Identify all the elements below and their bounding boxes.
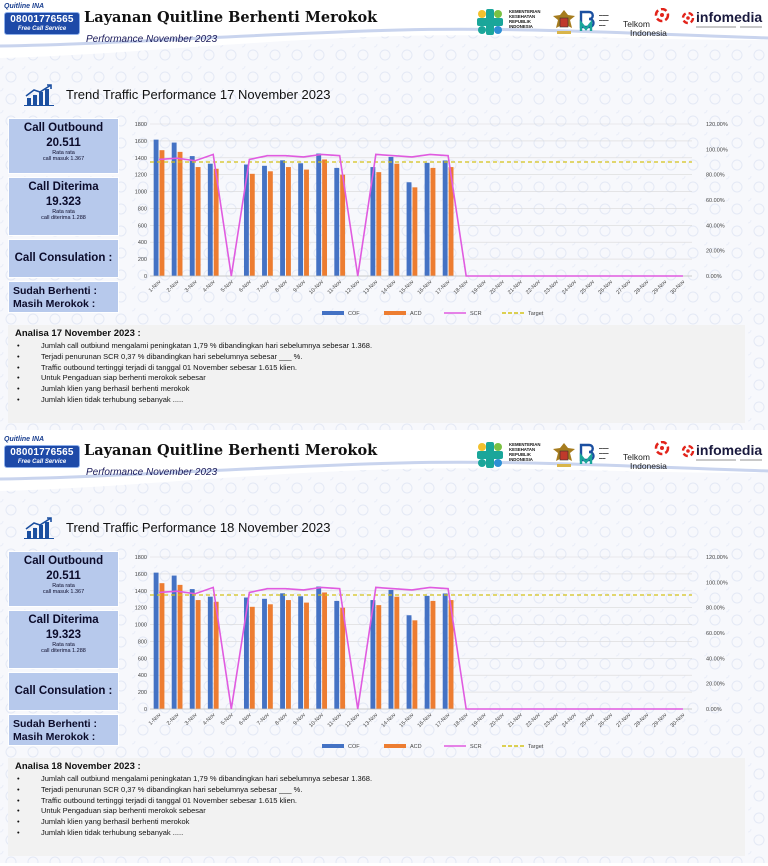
- analysis-list: [8, 774, 745, 839]
- x-axis-tick-label: 26-Nov: [597, 279, 615, 296]
- bar-acd: [376, 605, 381, 709]
- y-axis-tick-label: 200: [137, 690, 147, 697]
- y-axis-tick-label: 1000: [134, 622, 147, 629]
- x-axis-tick-label: 25-Nov: [579, 712, 597, 729]
- x-axis-tick-label: 25-Nov: [579, 279, 597, 296]
- x-axis-tick-label: 23-Nov: [543, 279, 560, 296]
- kpi-value: 19.323: [45, 196, 82, 208]
- quitline-logo-label: Quitline INA: [4, 3, 45, 10]
- legend-label: COF: [348, 744, 360, 750]
- bar-chart-trend-icon: [24, 517, 54, 539]
- x-axis-tick-label: 21-Nov: [506, 712, 524, 729]
- hotline-number: 08001776565: [10, 447, 74, 458]
- x-axis-tick-label: 9-Nov: [292, 279, 307, 294]
- traffic-chart: [122, 549, 766, 757]
- bar-acd: [322, 592, 327, 709]
- analysis-panel: [8, 325, 745, 423]
- telkom-logo-text: Telkom Indonesia: [623, 19, 667, 38]
- bar-cof: [425, 163, 430, 276]
- bar-cof: [407, 182, 412, 276]
- analysis-item: • Jumlah klien yang berhasil berhenti merokok: [41, 817, 745, 828]
- y2-axis-tick-label: 20.00%: [706, 248, 725, 255]
- bumn-logo: [578, 8, 618, 36]
- x-axis-tick-label: 6-Nov: [238, 279, 253, 294]
- y2-axis-tick-label: 40.00%: [706, 223, 725, 230]
- kpi-card-call-outbound: [8, 551, 119, 607]
- x-axis-tick-label: 29-Nov: [651, 712, 669, 729]
- kemenkes-logo-text: KEMENTERIAN KESEHATAN REPUBLIK INDONESIA: [509, 442, 541, 462]
- y-axis-tick-label: 800: [137, 206, 147, 213]
- bar-acd: [304, 603, 309, 709]
- legend-label: ACD: [410, 311, 422, 317]
- svg-text:▬▬▬: ▬▬▬: [599, 13, 609, 17]
- y2-axis-tick-label: 60.00%: [706, 631, 725, 637]
- y-axis-tick-label: 800: [137, 639, 147, 646]
- kpi-title: Call Outbound: [23, 555, 104, 567]
- quitline-logo: [4, 435, 80, 469]
- x-axis-tick-label: 23-Nov: [543, 712, 560, 729]
- infomedia-logo-text: infomedia: [696, 9, 763, 25]
- analysis-item: • Jumlah call outbiund mengalami peningkatan 1,79 % dibandingkan hari sebelumnya sebesar 1.368.: [41, 341, 745, 352]
- bar-cof: [443, 593, 448, 709]
- analysis-item: • Untuk Pengaduan siap berhenti merokok sebesar: [41, 373, 745, 384]
- bar-acd: [394, 597, 399, 709]
- bar-cof: [334, 168, 339, 276]
- legend-label: Target: [528, 744, 544, 750]
- x-axis-tick-label: 5-Nov: [220, 712, 235, 727]
- x-axis-tick-label: 26-Nov: [597, 712, 615, 729]
- partner-logos: [476, 4, 766, 40]
- y-axis-tick-label: 0: [143, 274, 147, 280]
- legend-swatch: [322, 311, 344, 315]
- bar-acd: [286, 167, 291, 276]
- y2-axis-tick-label: 0.00%: [706, 707, 722, 713]
- y-axis-tick-label: 1400: [134, 155, 147, 162]
- x-axis-tick-label: 27-Nov: [615, 712, 633, 729]
- infomedia-logo-text: infomedia: [696, 442, 763, 458]
- x-axis-tick-label: 12-Nov: [344, 712, 362, 729]
- x-axis-tick-label: 18-Nov: [452, 279, 470, 296]
- infomedia-logo: [680, 439, 766, 471]
- y2-axis-tick-label: 80.00%: [706, 172, 725, 179]
- y2-axis-tick-label: 120.00%: [706, 122, 728, 128]
- kemenkes-logo-text: KEMENTERIAN KESEHATAN REPUBLIK INDONESIA: [509, 9, 541, 29]
- x-axis-tick-label: 5-Nov: [220, 279, 235, 294]
- y2-axis-tick-label: 100.00%: [706, 580, 728, 587]
- kpi-title: Call Consulation :: [14, 252, 113, 264]
- kpi-card-call-diterima: [8, 610, 119, 669]
- x-axis-tick-label: 15-Nov: [398, 712, 416, 729]
- x-axis-tick-label: 4-Nov: [202, 712, 217, 727]
- kpi-note: Rata rata: [52, 583, 75, 589]
- bar-acd: [196, 600, 201, 709]
- x-axis-tick-label: 3-Nov: [183, 279, 199, 294]
- x-axis-tick-label: 21-Nov: [506, 279, 524, 296]
- bar-acd: [178, 152, 183, 276]
- bar-cof: [443, 160, 448, 276]
- x-axis-tick-label: 17-Nov: [434, 279, 452, 296]
- bar-cof: [190, 156, 195, 276]
- y-axis-tick-label: 400: [137, 240, 147, 247]
- legend-label: SCR: [470, 744, 482, 750]
- legend-swatch: [384, 311, 406, 315]
- bar-acd: [412, 620, 417, 709]
- bar-acd: [196, 167, 201, 276]
- page-subtitle: Performance November 2023: [86, 467, 218, 478]
- garuda-emblem-icon: [552, 441, 576, 469]
- y-axis-tick-label: 200: [137, 257, 147, 264]
- analysis-item: • Untuk Pengaduan siap berhenti merokok sebesar: [41, 806, 745, 817]
- x-axis-tick-label: 7-Nov: [256, 279, 271, 294]
- x-axis-tick-label: 27-Nov: [615, 279, 633, 296]
- x-axis-tick-label: 14-Nov: [380, 279, 398, 296]
- infomedia-logo: [680, 6, 766, 38]
- analysis-title: Analisa 18 November 2023 :: [15, 761, 141, 772]
- y-axis-tick-label: 1200: [134, 605, 147, 612]
- bar-cof: [389, 590, 394, 709]
- bar-cof: [298, 596, 303, 709]
- y-axis-tick-label: 0: [143, 707, 147, 713]
- y-axis-tick-label: 400: [137, 673, 147, 680]
- analysis-item: • Traffic outbound tertinggi terjadi di tanggal 01 November sebesar 1.615 klien.: [41, 363, 745, 374]
- bar-acd: [286, 600, 291, 709]
- x-axis-tick-label: 2-Nov: [165, 712, 181, 727]
- x-axis-tick-label: 2-Nov: [165, 279, 181, 294]
- x-axis-tick-label: 19-Nov: [470, 279, 488, 296]
- y-axis-tick-label: 1400: [134, 588, 147, 595]
- svg-text:▬▬▬: ▬▬▬: [599, 18, 609, 22]
- kpi-note: call diterima 1.288: [41, 215, 86, 221]
- svg-text:▬▬: ▬▬: [599, 23, 606, 27]
- y-axis-tick-label: 1800: [134, 122, 147, 128]
- y-axis-tick-label: 1200: [134, 172, 147, 179]
- x-axis-tick-label: 24-Nov: [561, 712, 578, 729]
- svg-text:▬▬: ▬▬: [599, 456, 606, 460]
- kpi-value: 20.511: [46, 570, 81, 582]
- kpi-note: call masuk 1.367: [42, 589, 85, 595]
- svg-text:▬▬▬: ▬▬▬: [599, 446, 609, 450]
- y-axis-tick-label: 600: [137, 223, 147, 230]
- bar-acd: [376, 172, 381, 276]
- kemenkes-logo: [476, 437, 548, 473]
- x-axis-tick-label: 24-Nov: [561, 279, 578, 296]
- analysis-list: [8, 341, 745, 406]
- kpi-value: 19.323: [45, 629, 82, 641]
- bar-cof: [280, 593, 285, 709]
- x-axis-tick-label: 10-Nov: [308, 712, 326, 729]
- kpi-note: Rata rata: [52, 642, 75, 648]
- y-axis-tick-label: 1800: [134, 555, 147, 561]
- x-axis-tick-label: 3-Nov: [183, 712, 199, 727]
- y2-axis-tick-label: 120.00%: [706, 555, 728, 561]
- x-axis-tick-label: 19-Nov: [470, 712, 488, 729]
- kpi-sudah-berhenti: Sudah Berhenti :: [13, 285, 98, 297]
- analysis-item: • Terjadi penurunan SCR 0,37 % dibandingkan hari sebelumnya sebesar ___ %.: [41, 785, 745, 796]
- x-axis-tick-label: 7-Nov: [256, 712, 271, 727]
- x-axis-tick-label: 8-Nov: [274, 279, 289, 294]
- x-axis-tick-label: 6-Nov: [238, 712, 253, 727]
- report-slide: [0, 0, 768, 430]
- bar-cof: [389, 157, 394, 276]
- x-axis-tick-label: 20-Nov: [488, 712, 506, 729]
- analysis-item: • Jumlah klien tidak terhubung sebanyak .....: [41, 395, 745, 406]
- bar-acd: [250, 174, 255, 276]
- garuda-emblem-icon: [552, 8, 576, 36]
- x-axis-tick-label: 15-Nov: [398, 279, 416, 296]
- bar-acd: [268, 171, 273, 276]
- bar-cof: [425, 596, 430, 709]
- analysis-item: • Terjadi penurunan SCR 0,37 % dibandingkan hari sebelumnya sebesar ___ %.: [41, 352, 745, 363]
- x-axis-tick-label: 1-Nov: [147, 712, 163, 727]
- x-axis-tick-label: 22-Nov: [525, 279, 542, 296]
- bar-cof: [208, 597, 213, 709]
- telkom-indonesia-logo: [622, 8, 676, 38]
- bar-chart-trend-icon: [24, 84, 54, 106]
- x-axis-tick-label: 8-Nov: [274, 712, 289, 727]
- x-axis-tick-label: 22-Nov: [525, 712, 542, 729]
- quitline-logo: [4, 2, 80, 36]
- kpi-card-call-consulation: [8, 239, 119, 278]
- x-axis-tick-label: 14-Nov: [380, 712, 398, 729]
- hotline-number: 08001776565: [10, 14, 74, 25]
- y2-axis-tick-label: 20.00%: [706, 681, 725, 688]
- x-axis-tick-label: 10-Nov: [308, 279, 326, 296]
- x-axis-tick-label: 9-Nov: [292, 712, 307, 727]
- x-axis-tick-label: 29-Nov: [651, 279, 669, 296]
- y-axis-tick-label: 600: [137, 656, 147, 663]
- quitline-logo-label: Quitline INA: [4, 436, 45, 443]
- page-title: Layanan Quitline Berhenti Merokok: [84, 9, 378, 26]
- scr-line: [159, 587, 683, 709]
- kpi-sudah-berhenti: Sudah Berhenti :: [13, 718, 98, 730]
- analysis-item: • Jumlah call outbiund mengalami peningkatan 1,79 % dibandingkan hari sebelumnya sebesar 1.368.: [41, 774, 745, 785]
- legend-label: SCR: [470, 311, 482, 317]
- y-axis-tick-label: 1000: [134, 189, 147, 196]
- legend-swatch: [384, 744, 406, 748]
- x-axis-tick-label: 11-Nov: [326, 279, 344, 296]
- bar-acd: [268, 604, 273, 709]
- bar-acd: [431, 168, 436, 276]
- kpi-title: Call Consulation :: [14, 685, 113, 697]
- legend-label: Target: [528, 311, 544, 317]
- kpi-title: Call Diterima: [28, 614, 99, 626]
- kpi-note: Rata rata: [52, 150, 75, 156]
- x-axis-tick-label: 16-Nov: [416, 279, 434, 296]
- kpi-card-call-outbound: [8, 118, 119, 174]
- x-axis-tick-label: 1-Nov: [147, 279, 163, 294]
- bar-acd: [431, 601, 436, 709]
- analysis-title: Analisa 17 November 2023 :: [15, 328, 141, 339]
- bar-acd: [178, 585, 183, 709]
- y-axis-tick-label: 1600: [134, 571, 147, 578]
- x-axis-tick-label: 13-Nov: [362, 279, 380, 296]
- bumn-logo: [578, 441, 618, 469]
- bar-acd: [322, 159, 327, 276]
- x-axis-tick-label: 4-Nov: [202, 279, 217, 294]
- y2-axis-tick-label: 60.00%: [706, 198, 725, 204]
- x-axis-tick-label: 17-Nov: [434, 712, 452, 729]
- y2-axis-tick-label: 0.00%: [706, 274, 722, 280]
- bar-acd: [160, 150, 165, 276]
- chart-section-title: Trend Traffic Performance 17 November 2023: [66, 87, 331, 102]
- bar-cof: [154, 573, 159, 709]
- kpi-title: Call Diterima: [28, 181, 99, 193]
- analysis-item: • Jumlah klien yang berhasil berhenti merokok: [41, 384, 745, 395]
- legend-label: COF: [348, 311, 360, 317]
- bar-acd: [160, 583, 165, 709]
- bar-acd: [394, 164, 399, 276]
- x-axis-tick-label: 12-Nov: [344, 279, 362, 296]
- x-axis-tick-label: 28-Nov: [633, 712, 651, 729]
- bar-acd: [412, 187, 417, 276]
- bar-acd: [304, 170, 309, 276]
- x-axis-tick-label: 13-Nov: [362, 712, 380, 729]
- telkom-indonesia-logo: [622, 441, 676, 471]
- scr-line: [159, 154, 683, 276]
- y2-axis-tick-label: 40.00%: [706, 656, 725, 663]
- analysis-item: • Traffic outbound tertinggi terjadi di tanggal 01 November sebesar 1.615 klien.: [41, 796, 745, 807]
- y2-axis-tick-label: 80.00%: [706, 605, 725, 612]
- kpi-note: Rata rata: [52, 209, 75, 215]
- kpi-note: call diterima 1.288: [41, 648, 86, 654]
- report-slide: [0, 433, 768, 863]
- bar-cof: [208, 164, 213, 276]
- bar-cof: [407, 615, 412, 709]
- hotline-tagline: Free Call Service: [17, 459, 67, 465]
- kpi-value: 20.511: [46, 137, 81, 149]
- kpi-card-status: [8, 714, 119, 746]
- bar-cof: [262, 166, 267, 276]
- legend-label: ACD: [410, 744, 422, 750]
- bar-cof: [154, 140, 159, 276]
- x-axis-tick-label: 20-Nov: [488, 279, 506, 296]
- bar-cof: [316, 154, 321, 276]
- chart-section-title: Trend Traffic Performance 18 November 2023: [66, 520, 331, 535]
- kpi-card-status: [8, 281, 119, 313]
- legend-swatch: [322, 744, 344, 748]
- kpi-note: call masuk 1.367: [42, 156, 85, 162]
- bar-acd: [250, 607, 255, 709]
- bar-cof: [316, 587, 321, 709]
- partner-logos: [476, 437, 766, 473]
- bar-cof: [190, 589, 195, 709]
- bar-cof: [262, 599, 267, 709]
- x-axis-tick-label: 16-Nov: [416, 712, 434, 729]
- kpi-card-call-consulation: [8, 672, 119, 711]
- x-axis-tick-label: 30-Nov: [669, 712, 687, 729]
- page-subtitle: Performance November 2023: [86, 34, 218, 45]
- kpi-masih-merokok: Masih Merokok :: [13, 731, 96, 743]
- traffic-chart: [122, 116, 766, 324]
- kpi-title: Call Outbound: [23, 122, 104, 134]
- page-title: Layanan Quitline Berhenti Merokok: [84, 442, 378, 459]
- hotline-tagline: Free Call Service: [17, 26, 67, 32]
- kpi-card-call-diterima: [8, 177, 119, 236]
- x-axis-tick-label: 30-Nov: [669, 279, 687, 296]
- x-axis-tick-label: 18-Nov: [452, 712, 470, 729]
- x-axis-tick-label: 28-Nov: [633, 279, 651, 296]
- bar-cof: [280, 160, 285, 276]
- telkom-logo-text: Telkom Indonesia: [623, 452, 667, 471]
- y-axis-tick-label: 1600: [134, 138, 147, 145]
- bar-cof: [334, 601, 339, 709]
- y2-axis-tick-label: 100.00%: [706, 147, 728, 154]
- bar-cof: [298, 163, 303, 276]
- kpi-masih-merokok: Masih Merokok :: [13, 298, 96, 310]
- x-axis-tick-label: 11-Nov: [326, 712, 344, 729]
- kemenkes-logo: [476, 4, 548, 40]
- svg-text:▬▬▬: ▬▬▬: [599, 451, 609, 455]
- analysis-panel: [8, 758, 745, 856]
- analysis-item: • Jumlah klien tidak terhubung sebanyak .....: [41, 828, 745, 839]
